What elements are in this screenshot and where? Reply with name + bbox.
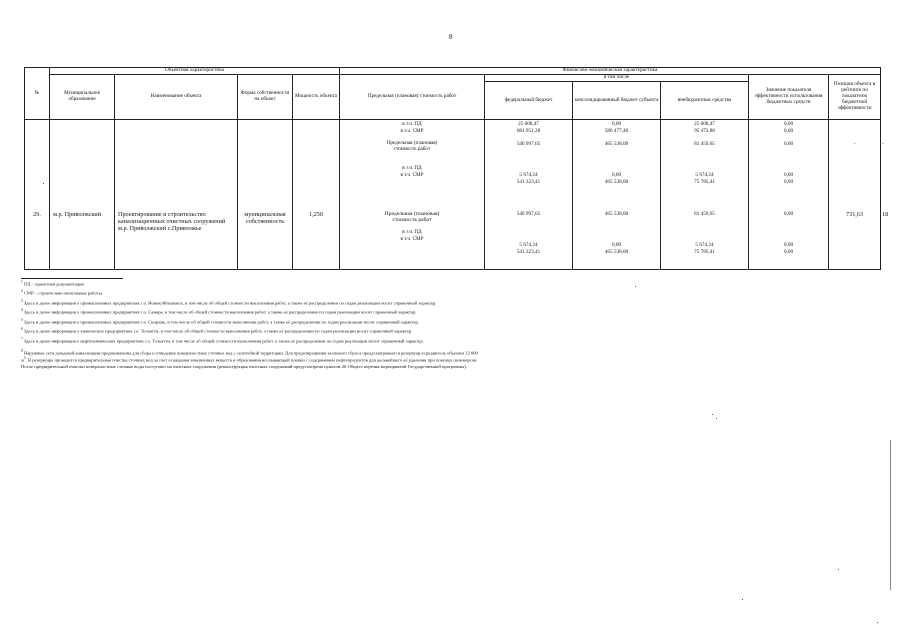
cost-label-cell: в т.ч. ПД в т.ч. СМР Предельная (плановая) стоимость работ в т.ч. ПД в т.ч. СМР	[340, 120, 485, 208]
row-municipal: м.р. Приволжский	[50, 208, 115, 270]
scan-speck	[712, 414, 713, 415]
scan-edge-line	[890, 440, 891, 590]
footnote-7: $^7$ Здесь и далее информация о нефтехимических предприятиях г.о. Тольятти, в том числе об общей стоимости выполнения работ, а также её распределении по годам реализации носит справочный характер.	[21, 336, 424, 344]
header-federal: федеральный бюджет	[485, 82, 573, 120]
footnote-3: $^3$ Здесь и далее информация о промышленных предприятиях г.о. Новокуйбышевск, в том числе об общей стоимости выполнения работ, а также её распределении по годам реализации носит справочный характер.	[21, 298, 437, 306]
footnote-6: $^6$ Здесь и далее информация о химических предприятиях г.о. Тольятти, в том числе об общей стоимости выполнения работ, а также её распределении по годам реализации носит справочный характер.	[21, 327, 413, 334]
row-capacity: 1,250	[293, 208, 340, 270]
cost-value-cell: 546 997,65 5 674,24 541 323,41	[485, 208, 573, 270]
row-number: 29.	[25, 208, 50, 270]
footnote-8: $^8$ Наружные сети дождевой канализации предназначены для сбора и отведения поверхностных сточных вод с селитебной территории. Для предотвращения залпового сброса предусматривается резервуар-усреднитель объемом 12 000	[21, 348, 478, 356]
header-name: Наименование объекта	[115, 75, 238, 120]
indicator-value-cell: 731,63	[829, 208, 881, 270]
header-ownership: Форма собственности на объект	[238, 75, 293, 120]
header-cost: Предельная (плановая) стоимость работ	[340, 75, 485, 120]
objects-table	[24, 67, 889, 270]
footnote-8-line-2: $м^3$. В резервуаре проводится предварительная очистка сточных вод за счет осаждения взвешенных веществ и образования всплывающей пленки с содержанием нефтепродуктов для дальнейшего её удаления при помощи скиммерсов.	[21, 356, 478, 363]
header-group-object: Объектная характеристика	[50, 68, 340, 75]
table-row: 29. м.р. Приволжский Проектирование и строительство канализационных очистных сооружений м.р. Приволжский с.Приволжье муниципальная собственность 1,250 Предельная (плановая) стоимость работ в т.ч. ПД в т.ч. СМР 546 997,65 5 674,24 541 323,41 465 538,00 0,00 465 538,00 81 459,65 5 674,24 75 785,41 0,00 0,00 0,00 731,63 18	[25, 208, 881, 270]
header-municipal: Муниципальное образование	[50, 75, 115, 120]
header-group-finance: Финансово-экономическая характеристика	[340, 68, 881, 75]
consolidated-value-cell: 25 608,47 95 473,88 81 459,65 5 674,24 75 785,41	[661, 120, 749, 208]
scan-speck	[43, 183, 44, 184]
row-object-name: Проектирование и строительство канализационных очистных сооружений м.р. Приволжский с.Приволжье	[115, 208, 238, 270]
row-ownership: муниципальная собственность	[238, 208, 293, 270]
header-incl: в том числе	[485, 75, 749, 82]
footnote-8-line-3: После предварительной очистки поверхностные сточные воды поступают на очистные сооружения (реконструкция очистных сооружений предусмотрена пунктом 26 Общего перечня мероприятий Государственной программы).	[21, 363, 467, 369]
extra-value-cell: 0,00 0,00 0,00 0,00 0,00	[749, 120, 829, 208]
scan-speck	[742, 599, 743, 600]
footnote-2: $^2$ СМР – строительно-монтажные работы.	[21, 289, 103, 296]
footnote-5: $^5$ Здесь и далее информация о промышленных предприятиях г.о. Сызрань, в том числе об общей стоимости выполнения работ, а также её распределении по годам реализации носит справочный характер.	[21, 317, 419, 325]
scan-speck	[635, 286, 636, 287]
page-number: 8	[449, 33, 453, 41]
indicator-value-cell: -	[829, 120, 881, 208]
scan-speck	[877, 622, 878, 623]
consolidated-value-cell: 81 459,65 5 674,24 75 785,41	[661, 208, 749, 270]
footnote-1: $^1$ ПД – проектная документация.	[21, 280, 85, 287]
header-num: №	[25, 68, 50, 120]
cost-label-cell: Предельная (плановая) стоимость работ в т.ч. ПД в т.ч. СМР	[340, 208, 485, 270]
scan-speck	[838, 569, 839, 570]
header-capacity: Мощность объекта	[293, 75, 340, 120]
header-indicator: Значение показателя эффективности использования бюджетных средств	[749, 75, 829, 120]
footnotes	[21, 280, 891, 371]
scan-speck	[716, 418, 717, 419]
header-position: Позиция объекта в рейтинге по показателю бюджетной эффективности	[829, 75, 881, 120]
extra-value-cell: 0,00 0,00 0,00	[749, 208, 829, 270]
footnote-divider	[21, 278, 123, 279]
federal-value-cell: 465 538,00 0,00 465 538,00	[573, 208, 661, 270]
header-consolidated: консолидированный бюджет субъекта	[573, 82, 661, 120]
cost-value-cell: 25 608,47 681 951,28 546 997,65 5 674,24 541 323,41	[485, 120, 573, 208]
federal-value-cell: 0,00 586 477,40 465 538,00 0,00 465 538,00	[573, 120, 661, 208]
table-row: в т.ч. ПД в т.ч. СМР Предельная (плановая) стоимость работ в т.ч. ПД в т.ч. СМР 25 608,47 681 951,28 546 997,65 5 674,24 541 323,41 0,00 586 477,40 465 538,00 0,00 465 538,00 25 608,47 95 473,88 81 459,65 5 674,24 75 785,41 0,00 0,00 0,00 0,00 0,00 - -	[25, 120, 881, 208]
footnote-4: $^4$ Здесь и далее информация о промышленных предприятиях г.о. Самара, в том числе об общей стоимости выполнения работ, а также её распределении по годам реализации носит справочный характер.	[21, 308, 417, 315]
header-extra: внебюджетные средства	[661, 82, 749, 120]
